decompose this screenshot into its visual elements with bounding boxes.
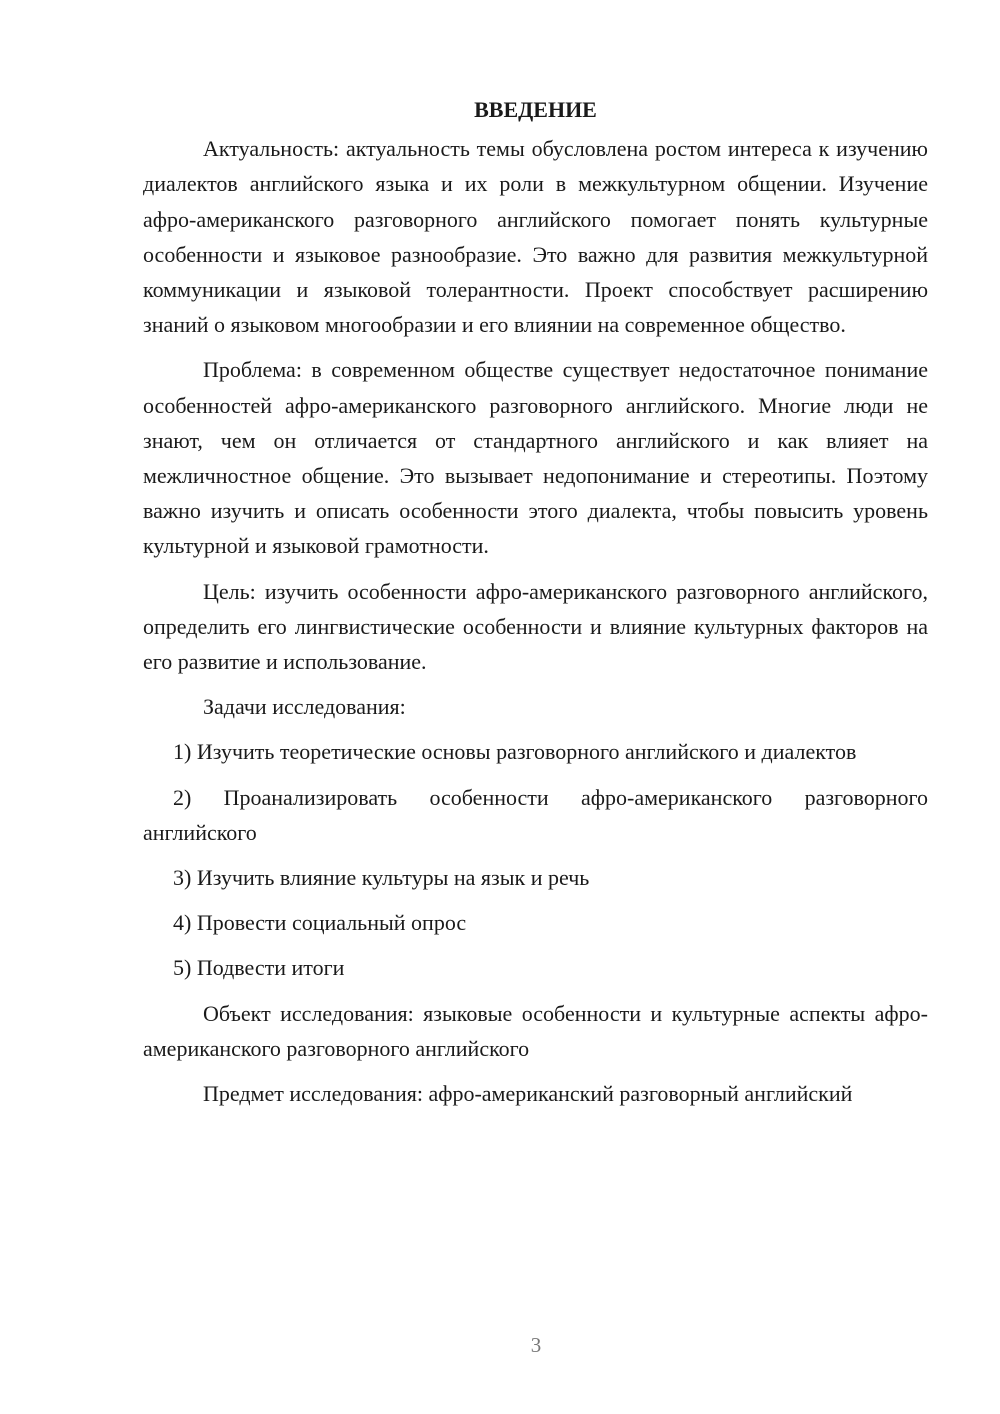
task-item-1: 1) Изучить теоретические основы разговорного английского и диалектов <box>173 739 857 765</box>
task-item-3: 3) Изучить влияние культуры на язык и речь <box>173 865 590 891</box>
research-subject-paragraph: Предмет исследования: афро-американский разговорный английский <box>203 1081 853 1107</box>
task-item-2: 2) Проанализировать особенности афро-американского разговорного английского <box>143 784 928 845</box>
task-item-5: 5) Подвести итоги <box>173 955 345 981</box>
task-item-4: 4) Провести социальный опрос <box>173 910 467 936</box>
document-page <box>143 92 928 1121</box>
research-object-paragraph: Объект исследования: языковые особенности и культурные аспекты афро-американского разговорного английского <box>143 1000 928 1061</box>
page-title: ВВЕДЕНИЕ <box>474 97 597 122</box>
problem-paragraph: Проблема: в современном обществе существует недостаточное понимание особенностей афро-американского разговорного английского. Многие люди не знают, чем он отличается от стандартного английского и как влияет на межличностное общение. Это вызывает недопонимание и стереотипы. Поэтому важно изучить и описать особенности этого диалекта, чтобы повысить уровень культурной и языковой грамотности. <box>143 357 928 559</box>
goal-paragraph: Цель: изучить особенности афро-американского разговорного английского, определить его лингвистические особенности и влияние культурных факторов на его развитие и использование. <box>143 578 928 675</box>
tasks-heading: Задачи исследования: <box>203 694 406 720</box>
relevance-paragraph: Актуальность: актуальность темы обусловлена ростом интереса к изучению диалектов английского языка и их роли в межкультурном общении. Изучение афро-американского разговорного английского помогает понять культурные особенности и языковое разнообразие. Это важно для развития межкультурной коммуникации и языковой толерантности. Проект способствует расширению знаний о языковом многообразии и его влиянии на современное общество. <box>143 136 928 338</box>
page-number: 3 <box>530 1333 542 1357</box>
